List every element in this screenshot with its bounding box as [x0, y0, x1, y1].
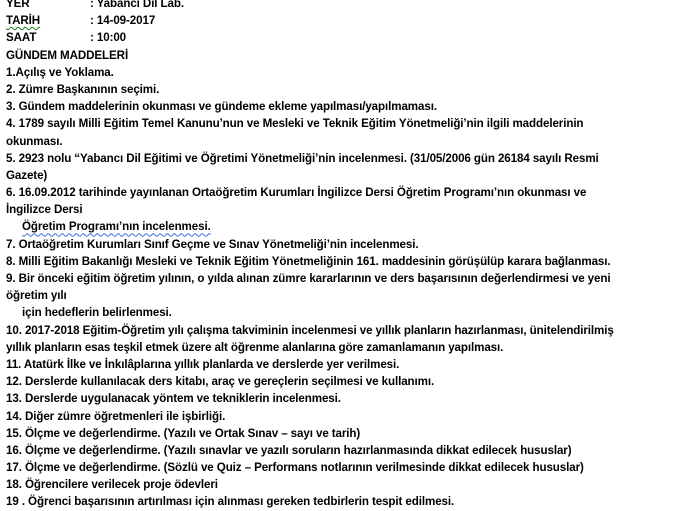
- agenda-item-9: 9. Bir önceki eğitim öğretim yılının, o yılda alınan zümre kararlarının ve ders başarısının değerlendirmesi ve yeni: [6, 272, 611, 285]
- agenda-item-9-cont: öğretim yılı: [6, 289, 67, 303]
- agenda-item-19: 19 . Öğrenci başarısının artırılması için alınması gereken tedbirlerin tespit edilmesi.: [6, 495, 455, 509]
- agenda-item-18: 18. Öğrencilere verilecek proje ödevleri: [6, 478, 218, 492]
- agenda-item-6-cont: İngilizce Dersi: [6, 203, 83, 217]
- agenda-item-11: 11. Atatürk İlke ve İnkılâplarına yıllık planlarda ve derslerde yer verilmesi.: [6, 357, 400, 371]
- header-yer: [6, 0, 674, 12]
- yer-value: : Yabancı Dil Lab.: [90, 0, 184, 10]
- agenda-item-8: 8. Milli Eğitim Bakanlığı Mesleki ve Teknik Eğitim Yönetmeliğinin 161. maddesinin görüşülüp karara bağlanması.: [6, 254, 611, 268]
- agenda-item-6: 6. 16.09.2012 tarihinde yayınlanan Ortaöğretim Kurumları İngilizce Dersi Öğretim Programı’nın okunması ve: [6, 186, 587, 200]
- tarih-label: TARİH: [6, 14, 41, 28]
- agenda-item-14: 14. Diğer zümre öğretmenleri ile işbirliği.: [6, 409, 226, 423]
- saat-value: : 10:00: [90, 31, 127, 45]
- agenda-item-3: 3. Gündem maddelerinin okunması ve gündeme ekleme yapılması/yapılmaması.: [6, 100, 437, 114]
- agenda-item-1: 1.Açılış ve Yoklama.: [6, 65, 114, 79]
- saat-label: SAAT: [6, 31, 37, 45]
- agenda-item-4: 4. 1789 sayılı Milli Eğitim Temel Kanunu’nun ve Mesleki ve Teknik Eğitim Yönetmeliği’nin ilgili maddelerinin: [6, 117, 584, 131]
- agenda-title: GÜNDEM MADDELERİ: [6, 48, 129, 62]
- agenda-item-13: 13. Derslerde uygulanacak yöntem ve tekniklerin incelenmesi.: [6, 392, 341, 406]
- agenda-item-17: 17. Ölçme ve değerlendirme. (Sözlü ve Quiz – Performans notlarının verilmesinde dikkat edilecek hususlar): [6, 461, 584, 475]
- agenda-item-5-cont: Gazete): [6, 168, 48, 182]
- agenda-item-7: 7. Ortaöğretim Kurumları Sınıf Geçme ve Sınav Yönetmeliği’nin incelenmesi.: [6, 237, 419, 251]
- agenda-item-6-cont2: Öğretim Programı’nın incelenmesi.: [22, 220, 211, 234]
- agenda-item-5: 5. 2923 nolu “Yabancı Dil Eğitimi ve Öğretimi Yönetmeliği’nin incelenmesi. (31/05/2006 gün 26184 sayılı Resmi: [6, 151, 599, 165]
- header-tarih: [6, 12, 674, 29]
- tarih-value: : 14-09-2017: [90, 14, 156, 28]
- header-saat: [6, 29, 674, 46]
- yer-label: YER: [6, 0, 30, 10]
- agenda-item-16: 16. Ölçme ve değerlendirme. (Yazılı sınavlar ve yazılı soruların hazırlanmasında dikkat edilecek hususlar): [6, 443, 572, 457]
- document-page: [6, 0, 674, 511]
- agenda-item-12: 12. Derslerde kullanılacak ders kitabı, araç ve gereçlerin seçilmesi ve kullanımı.: [6, 375, 435, 389]
- agenda-item-2: 2. Zümre Başkanının seçimi.: [6, 82, 160, 96]
- agenda-item-10-cont: yıllık planların esas teşkil etmek üzere alt öğrenme alanlarına göre zamanlamanın yapılması.: [6, 340, 504, 354]
- agenda-item-15: 15. Ölçme ve değerlendirme. (Yazılı ve Ortak Sınav – sayı ve tarih): [6, 426, 361, 440]
- agenda-item-10: 10. 2017-2018 Eğitim-Öğretim yılı çalışma takviminin incelenmesi ve yıllık planların hazırlanması, ünitelendirilmiş: [6, 323, 614, 337]
- agenda-item-4-cont: okunması.: [6, 134, 63, 148]
- agenda-item-9-cont2: için hedeflerin belirlenmesi.: [22, 306, 172, 320]
